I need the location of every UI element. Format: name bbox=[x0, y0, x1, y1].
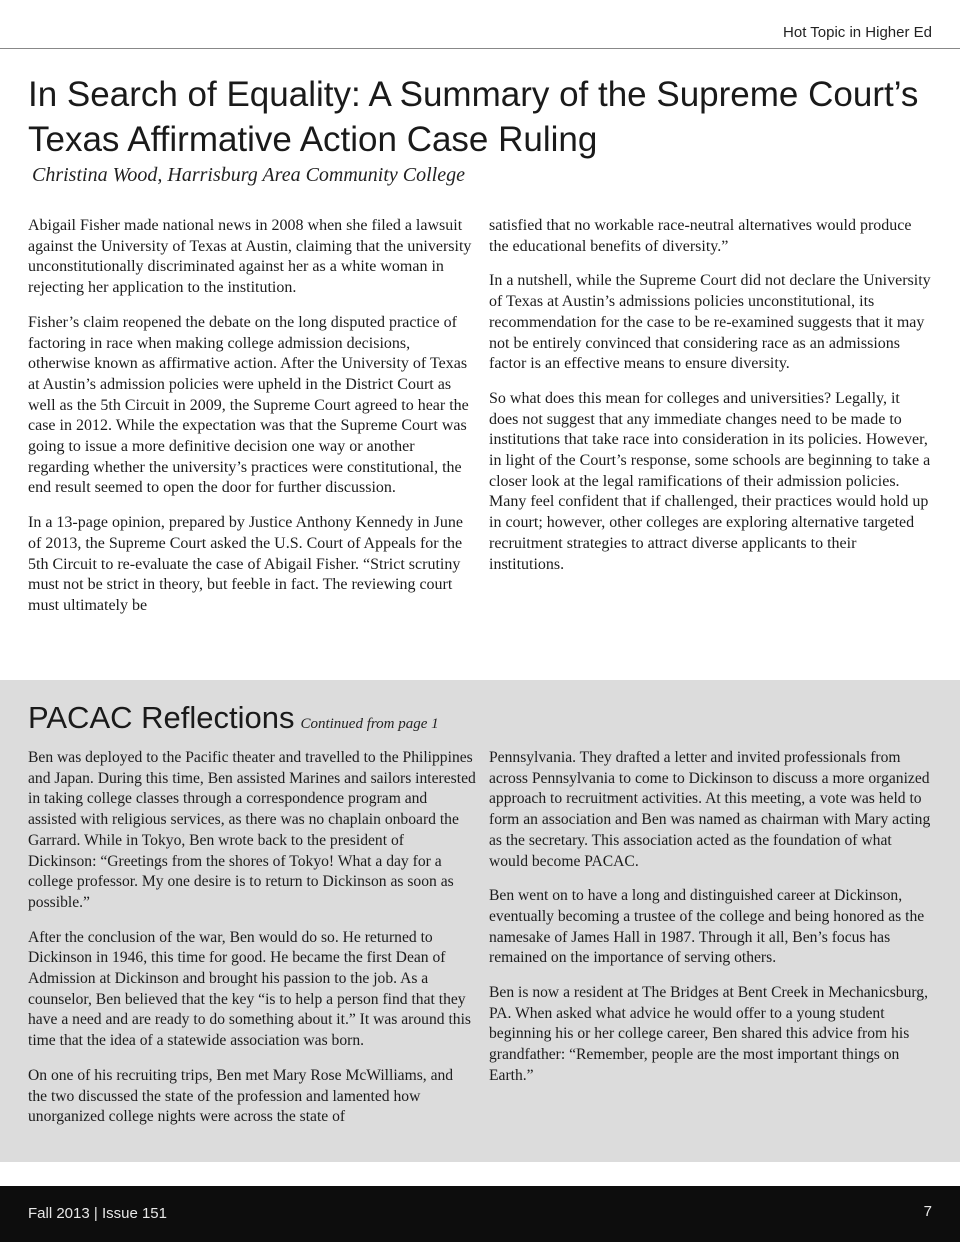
article-byline: Christina Wood, Harrisburg Area Community College bbox=[32, 164, 465, 186]
reflections-paragraph: Ben was deployed to the Pacific theater and travelled to the Philippines and Japan. During this time, Ben assisted Marines and sailors interested in taking college classes through a correspondence program and assisted with religious services, as there was no chaplain onboard the Garrard. While in Tokyo, Ben wrote back to the president of Dickinson: “Greetings from the shores of Tokyo! What a day for a college professor. My one desire is to return to Dickinson as soon as possible.” bbox=[28, 749, 476, 911]
reflections-column-right bbox=[489, 748, 933, 1101]
issue-label: Fall 2013 | Issue 151 bbox=[28, 1205, 167, 1222]
page-footer bbox=[0, 1186, 960, 1242]
article-paragraph: Fisher’s claim reopened the debate on the long disputed practice of factoring in race when making college admission decisions, otherwise known as affirmative action. After the University of Texas at Austin’s admission policies were upheld in the District Court as well as the 5th Circuit in 2009, the Supreme Court agreed to hear the case in 2012. While the expectation was that the Supreme Court was going to issue a more definitive decision one way or another regarding whether the university’s practices were constitutional, the end result seemed to open the door for further discussion. bbox=[28, 313, 469, 497]
section-tag: Hot Topic in Higher Ed bbox=[783, 24, 932, 41]
article-column-right bbox=[489, 216, 933, 589]
article-column-left bbox=[28, 216, 476, 631]
continued-note: Continued from page 1 bbox=[300, 716, 439, 732]
reflections-title: PACAC Reflections bbox=[28, 700, 295, 735]
reflections-heading bbox=[28, 700, 439, 736]
reflections-paragraph: On one of his recruiting trips, Ben met Mary Rose McWilliams, and the two discussed the state of the profession and lamented how unorganized college nights were across the state of bbox=[28, 1066, 454, 1126]
article-paragraph: In a 13-page opinion, prepared by Justice Anthony Kennedy in June of 2013, the Supreme Court asked the U.S. Court of Appeals for the 5th Circuit to re-evaluate the case of Abigail Fisher. “Strict scrutiny must not be strict in theory, but feeble in fact. The reviewing court must ultimately be bbox=[28, 514, 464, 614]
article-title: In Search of Equality: A Summary of the Supreme Court’s Texas Affirmative Action Case Ruling bbox=[28, 75, 919, 159]
reflections-paragraph: Ben went on to have a long and distinguished career at Dickinson, eventually becoming a trustee of the college and being honored as the namesake of James Hall in 1987. Through it all, Ben’s focus has remained on the importance of serving others. bbox=[489, 887, 925, 967]
reflections-paragraph: Pennsylvania. They drafted a letter and invited professionals from across Pennsylvania to come to Dickinson to discuss a more organized approach to recruitment activities. At this meeting, a vote was held to form an association and Ben was named as chairman with Mary acting as the secretary. This association acted as the foundation of what would become PACAC. bbox=[489, 749, 931, 870]
article-paragraph: Abigail Fisher made national news in 2008 when she filed a lawsuit against the University of Texas at Austin, claiming that the university unconstitutionally discriminated against her as a white woman in rejecting her application to the institution. bbox=[28, 217, 472, 297]
reflections-paragraph: After the conclusion of the war, Ben would do so. He returned to Dickinson in 1946, this time for good. He became the first Dean of Admission at Dickinson and brought his passion to the job. As a counselor, Ben believed that the key “is to help a person find that they have a need and are ready to do something about it.” It was around this time that the idea of a statewide association was born. bbox=[28, 928, 471, 1050]
header-divider bbox=[0, 48, 960, 49]
reflections-column-left bbox=[28, 748, 476, 1142]
article-paragraph: In a nutshell, while the Supreme Court did not declare the University of Texas at Austin’s admissions policies unconstitutional, its recommendation for the case to be re-examined suggests that it may not be entirely convinced that considering race as an admissions factor is an effective means to ensure diversity. bbox=[489, 272, 931, 373]
reflections-paragraph: Ben is now a resident at The Bridges at Bent Creek in Mechanicsburg, PA. When asked what advice he would offer to a young student beginning his or her college career, Ben shared this advice from his grandfather: “Remember, people are the most important things on Earth.” bbox=[489, 984, 928, 1084]
article-paragraph: So what does this mean for colleges and universities? Legally, it does not suggest that any immediate changes need to be made to institutions that take race into consideration in its policies. However, in light of the Court’s response, some schools are beginning to take a closer look at the legal ramifications of their admission policies. Many feel confident that if challenged, their practices would hold up in court; however, other colleges are exploring alternative targeted recruitment strategies to attract diverse applicants to their institutions. bbox=[489, 389, 931, 573]
page-number: 7 bbox=[923, 1203, 932, 1220]
article-paragraph: satisfied that no workable race-neutral alternatives would produce the educational benefits of diversity.” bbox=[489, 217, 912, 255]
